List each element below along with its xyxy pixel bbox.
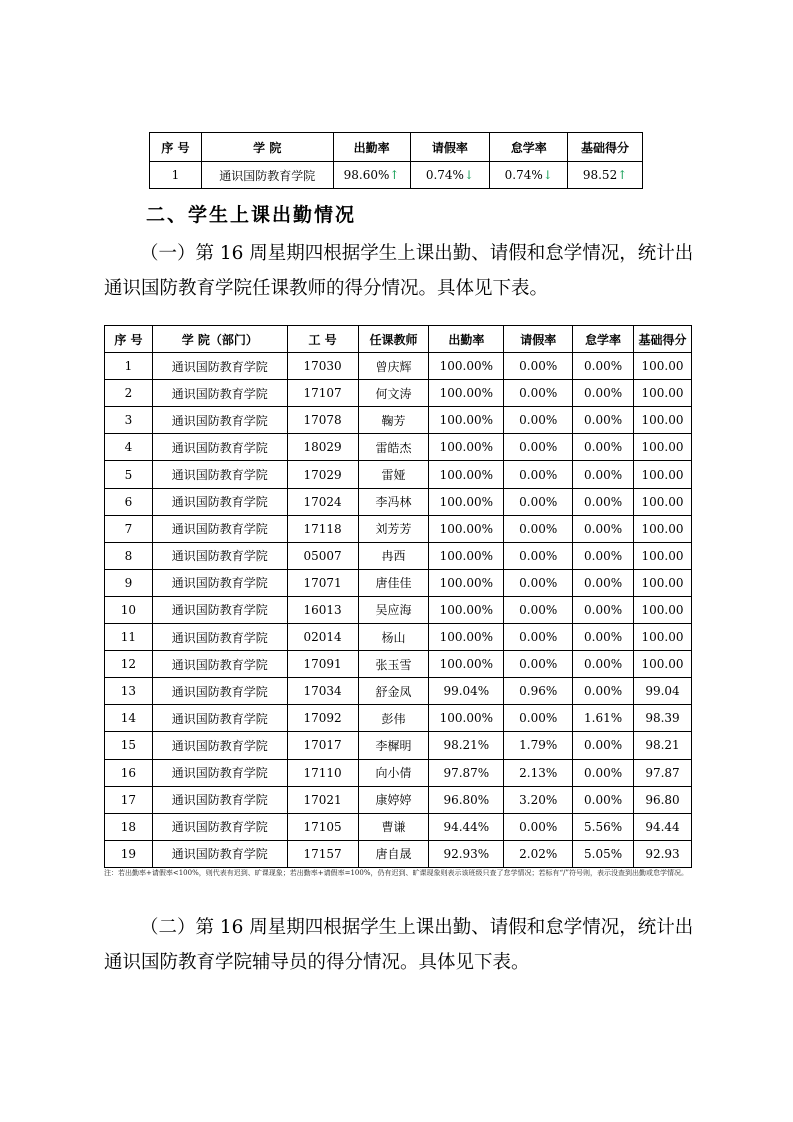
summary-leave-cell bbox=[410, 162, 490, 189]
attendance-cell: 96.80% bbox=[429, 786, 504, 813]
attendance-cell: 100.00% bbox=[429, 569, 504, 596]
attendance-cell: 100.00% bbox=[429, 380, 504, 407]
leave-cell: 0.00% bbox=[504, 353, 573, 380]
table-row bbox=[105, 705, 692, 732]
attendance-cell: 100.00% bbox=[429, 515, 504, 542]
staff-id-cell: 17029 bbox=[287, 461, 358, 488]
teacher-header-cell: 基础得分 bbox=[634, 326, 692, 353]
leave-value: 0.74% bbox=[425, 168, 464, 182]
attendance-cell: 100.00% bbox=[429, 705, 504, 732]
absence-cell: 0.00% bbox=[573, 596, 634, 623]
down-arrow-icon: ↓ bbox=[463, 168, 474, 182]
leave-cell: 3.20% bbox=[504, 786, 573, 813]
score-cell: 100.00 bbox=[634, 488, 692, 515]
index-cell: 11 bbox=[105, 624, 153, 651]
summary-header-cell: 基础得分 bbox=[568, 133, 643, 162]
index-cell: 18 bbox=[105, 813, 153, 840]
absence-cell: 0.00% bbox=[573, 353, 634, 380]
attendance-value: 98.60% bbox=[343, 168, 390, 182]
leave-cell: 0.96% bbox=[504, 678, 573, 705]
absence-cell: 0.00% bbox=[573, 759, 634, 786]
college-cell: 通识国防教育学院 bbox=[152, 651, 287, 678]
summary-table bbox=[149, 132, 643, 189]
teacher-name-cell: 唐自晟 bbox=[358, 840, 429, 867]
college-cell: 通识国防教育学院 bbox=[152, 596, 287, 623]
leave-cell: 0.00% bbox=[504, 434, 573, 461]
table-row bbox=[105, 380, 692, 407]
college-cell: 通识国防教育学院 bbox=[152, 380, 287, 407]
absence-cell: 1.61% bbox=[573, 705, 634, 732]
attendance-cell: 100.00% bbox=[429, 407, 504, 434]
teacher-name-cell: 鞠芳 bbox=[358, 407, 429, 434]
teacher-name-cell: 唐佳佳 bbox=[358, 569, 429, 596]
score-cell: 98.21 bbox=[634, 732, 692, 759]
up-arrow-icon: ↑ bbox=[389, 168, 400, 182]
score-cell: 100.00 bbox=[634, 651, 692, 678]
college-cell: 通识国防教育学院 bbox=[152, 461, 287, 488]
staff-id-cell: 17118 bbox=[287, 515, 358, 542]
college-cell: 通识国防教育学院 bbox=[152, 759, 287, 786]
absence-cell: 0.00% bbox=[573, 434, 634, 461]
teacher-header-cell: 序 号 bbox=[105, 326, 153, 353]
college-cell: 通识国防教育学院 bbox=[152, 705, 287, 732]
index-cell: 10 bbox=[105, 596, 153, 623]
table-row bbox=[105, 596, 692, 623]
score-value: 98.52 bbox=[582, 168, 618, 182]
college-cell: 通识国防教育学院 bbox=[152, 488, 287, 515]
leave-cell: 0.00% bbox=[504, 651, 573, 678]
absence-cell: 5.05% bbox=[573, 840, 634, 867]
absence-cell: 0.00% bbox=[573, 678, 634, 705]
attendance-cell: 98.21% bbox=[429, 732, 504, 759]
college-cell: 通识国防教育学院 bbox=[152, 353, 287, 380]
teacher-header-cell: 请假率 bbox=[504, 326, 573, 353]
table-row bbox=[105, 759, 692, 786]
teacher-name-cell: 向小倩 bbox=[358, 759, 429, 786]
leave-cell: 0.00% bbox=[504, 596, 573, 623]
teacher-header-row bbox=[105, 326, 692, 353]
summary-college-cell: 通识国防教育学院 bbox=[201, 162, 333, 189]
teacher-name-cell: 张玉雪 bbox=[358, 651, 429, 678]
absence-cell: 0.00% bbox=[573, 624, 634, 651]
staff-id-cell: 17021 bbox=[287, 786, 358, 813]
score-cell: 100.00 bbox=[634, 624, 692, 651]
staff-id-cell: 18029 bbox=[287, 434, 358, 461]
college-cell: 通识国防教育学院 bbox=[152, 434, 287, 461]
staff-id-cell: 02014 bbox=[287, 624, 358, 651]
table-row bbox=[105, 732, 692, 759]
attendance-cell: 99.04% bbox=[429, 678, 504, 705]
leave-cell: 0.00% bbox=[504, 488, 573, 515]
leave-cell: 0.00% bbox=[504, 705, 573, 732]
absence-cell: 5.56% bbox=[573, 813, 634, 840]
absence-cell: 0.00% bbox=[573, 732, 634, 759]
teacher-score-table bbox=[104, 325, 692, 868]
staff-id-cell: 17157 bbox=[287, 840, 358, 867]
paragraph-counselors bbox=[104, 910, 704, 980]
staff-id-cell: 17091 bbox=[287, 651, 358, 678]
teacher-header-cell: 出勤率 bbox=[429, 326, 504, 353]
college-cell: 通识国防教育学院 bbox=[152, 813, 287, 840]
teacher-name-cell: 杨山 bbox=[358, 624, 429, 651]
teacher-name-cell: 康婷婷 bbox=[358, 786, 429, 813]
staff-id-cell: 17105 bbox=[287, 813, 358, 840]
staff-id-cell: 17092 bbox=[287, 705, 358, 732]
score-cell: 100.00 bbox=[634, 353, 692, 380]
section-heading: 二、学生上课出勤情况 bbox=[146, 204, 357, 226]
leave-cell: 2.13% bbox=[504, 759, 573, 786]
teacher-name-cell: 雷娅 bbox=[358, 461, 429, 488]
teacher-header-cell: 工 号 bbox=[287, 326, 358, 353]
score-cell: 92.93 bbox=[634, 840, 692, 867]
score-cell: 96.80 bbox=[634, 786, 692, 813]
teacher-name-cell: 李樨明 bbox=[358, 732, 429, 759]
table-row bbox=[105, 840, 692, 867]
college-cell: 通识国防教育学院 bbox=[152, 732, 287, 759]
leave-cell: 0.00% bbox=[504, 813, 573, 840]
index-cell: 8 bbox=[105, 542, 153, 569]
summary-absence-cell bbox=[490, 162, 568, 189]
score-cell: 100.00 bbox=[634, 542, 692, 569]
table-row bbox=[105, 651, 692, 678]
index-cell: 2 bbox=[105, 380, 153, 407]
absence-cell: 0.00% bbox=[573, 488, 634, 515]
paragraph-text: （二）第 16 周星期四根据学生上课出勤、请假和怠学情况，统计出通识国防教育学院辅导员的得分情况。具体见下表。 bbox=[104, 917, 694, 973]
attendance-cell: 100.00% bbox=[429, 488, 504, 515]
staff-id-cell: 17034 bbox=[287, 678, 358, 705]
table-row bbox=[105, 461, 692, 488]
attendance-cell: 100.00% bbox=[429, 542, 504, 569]
college-cell: 通识国防教育学院 bbox=[152, 542, 287, 569]
score-cell: 100.00 bbox=[634, 515, 692, 542]
summary-header-cell: 怠学率 bbox=[490, 133, 568, 162]
college-cell: 通识国防教育学院 bbox=[152, 515, 287, 542]
teacher-name-cell: 曾庆辉 bbox=[358, 353, 429, 380]
college-cell: 通识国防教育学院 bbox=[152, 624, 287, 651]
index-cell: 6 bbox=[105, 488, 153, 515]
absence-cell: 0.00% bbox=[573, 786, 634, 813]
absence-cell: 0.00% bbox=[573, 461, 634, 488]
attendance-cell: 100.00% bbox=[429, 651, 504, 678]
leave-cell: 1.79% bbox=[504, 732, 573, 759]
table-row bbox=[105, 813, 692, 840]
absence-cell: 0.00% bbox=[573, 515, 634, 542]
index-cell: 3 bbox=[105, 407, 153, 434]
absence-cell: 0.00% bbox=[573, 542, 634, 569]
score-cell: 100.00 bbox=[634, 380, 692, 407]
teacher-name-cell: 曹谦 bbox=[358, 813, 429, 840]
score-cell: 100.00 bbox=[634, 461, 692, 488]
college-cell: 通识国防教育学院 bbox=[152, 786, 287, 813]
teacher-name-cell: 何文涛 bbox=[358, 380, 429, 407]
attendance-cell: 100.00% bbox=[429, 624, 504, 651]
index-cell: 16 bbox=[105, 759, 153, 786]
attendance-cell: 100.00% bbox=[429, 434, 504, 461]
score-cell: 100.00 bbox=[634, 407, 692, 434]
table-row bbox=[105, 488, 692, 515]
staff-id-cell: 17078 bbox=[287, 407, 358, 434]
summary-header-cell: 序 号 bbox=[150, 133, 202, 162]
score-cell: 97.87 bbox=[634, 759, 692, 786]
index-cell: 7 bbox=[105, 515, 153, 542]
summary-score-cell bbox=[568, 162, 643, 189]
score-cell: 100.00 bbox=[634, 434, 692, 461]
index-cell: 13 bbox=[105, 678, 153, 705]
college-cell: 通识国防教育学院 bbox=[152, 569, 287, 596]
leave-cell: 0.00% bbox=[504, 380, 573, 407]
attendance-cell: 94.44% bbox=[429, 813, 504, 840]
teacher-name-cell: 吴应海 bbox=[358, 596, 429, 623]
leave-cell: 0.00% bbox=[504, 461, 573, 488]
up-arrow-icon: ↑ bbox=[617, 168, 628, 182]
paragraph-teachers bbox=[104, 236, 704, 306]
table-row bbox=[105, 515, 692, 542]
summary-header-row bbox=[150, 133, 643, 162]
college-cell: 通识国防教育学院 bbox=[152, 407, 287, 434]
leave-cell: 2.02% bbox=[504, 840, 573, 867]
staff-id-cell: 17024 bbox=[287, 488, 358, 515]
summary-index-cell: 1 bbox=[150, 162, 202, 189]
leave-cell: 0.00% bbox=[504, 515, 573, 542]
leave-cell: 0.00% bbox=[504, 624, 573, 651]
score-cell: 98.39 bbox=[634, 705, 692, 732]
table-row bbox=[105, 569, 692, 596]
summary-header-cell: 出勤率 bbox=[333, 133, 410, 162]
summary-data-row bbox=[150, 162, 643, 189]
table-row bbox=[105, 434, 692, 461]
staff-id-cell: 05007 bbox=[287, 542, 358, 569]
index-cell: 17 bbox=[105, 786, 153, 813]
staff-id-cell: 17017 bbox=[287, 732, 358, 759]
college-cell: 通识国防教育学院 bbox=[152, 678, 287, 705]
attendance-cell: 92.93% bbox=[429, 840, 504, 867]
teacher-name-cell: 李冯林 bbox=[358, 488, 429, 515]
summary-header-cell: 请假率 bbox=[410, 133, 490, 162]
score-cell: 100.00 bbox=[634, 569, 692, 596]
teacher-header-cell: 任课教师 bbox=[358, 326, 429, 353]
table-row bbox=[105, 786, 692, 813]
table-row bbox=[105, 542, 692, 569]
index-cell: 19 bbox=[105, 840, 153, 867]
index-cell: 9 bbox=[105, 569, 153, 596]
staff-id-cell: 17110 bbox=[287, 759, 358, 786]
absence-cell: 0.00% bbox=[573, 380, 634, 407]
teacher-name-cell: 雷皓杰 bbox=[358, 434, 429, 461]
table-row bbox=[105, 353, 692, 380]
teacher-name-cell: 舒金凤 bbox=[358, 678, 429, 705]
absence-cell: 0.00% bbox=[573, 407, 634, 434]
table-row bbox=[105, 678, 692, 705]
teacher-name-cell: 刘芳芳 bbox=[358, 515, 429, 542]
index-cell: 12 bbox=[105, 651, 153, 678]
score-cell: 94.44 bbox=[634, 813, 692, 840]
college-cell: 通识国防教育学院 bbox=[152, 840, 287, 867]
teacher-header-cell: 学 院（部门） bbox=[152, 326, 287, 353]
staff-id-cell: 17071 bbox=[287, 569, 358, 596]
attendance-cell: 100.00% bbox=[429, 596, 504, 623]
table-row bbox=[105, 407, 692, 434]
table-row bbox=[105, 624, 692, 651]
teacher-name-cell: 彭伟 bbox=[358, 705, 429, 732]
teacher-name-cell: 冉西 bbox=[358, 542, 429, 569]
staff-id-cell: 17107 bbox=[287, 380, 358, 407]
score-cell: 99.04 bbox=[634, 678, 692, 705]
index-cell: 15 bbox=[105, 732, 153, 759]
index-cell: 4 bbox=[105, 434, 153, 461]
leave-cell: 0.00% bbox=[504, 407, 573, 434]
index-cell: 14 bbox=[105, 705, 153, 732]
attendance-cell: 100.00% bbox=[429, 461, 504, 488]
absence-cell: 0.00% bbox=[573, 569, 634, 596]
absence-value: 0.74% bbox=[504, 168, 543, 182]
index-cell: 5 bbox=[105, 461, 153, 488]
score-cell: 100.00 bbox=[634, 596, 692, 623]
leave-cell: 0.00% bbox=[504, 542, 573, 569]
teacher-header-cell: 怠学率 bbox=[573, 326, 634, 353]
table-footnote: 注：若出勤率+请假率<100%，则代表有迟到、旷课现象；若出勤率+请假率=100%，仍有迟到、旷课现象则表示该班级只查了怠学情况；若标有“/”符号则，表示没查到出勤或怠学情况。 bbox=[104, 869, 688, 877]
absence-cell: 0.00% bbox=[573, 651, 634, 678]
attendance-cell: 97.87% bbox=[429, 759, 504, 786]
paragraph-text: （一）第 16 周星期四根据学生上课出勤、请假和怠学情况，统计出通识国防教育学院任课教师的得分情况。具体见下表。 bbox=[104, 243, 694, 299]
summary-header-cell: 学 院 bbox=[201, 133, 333, 162]
index-cell: 1 bbox=[105, 353, 153, 380]
summary-attendance-cell bbox=[333, 162, 410, 189]
down-arrow-icon: ↓ bbox=[542, 168, 553, 182]
attendance-cell: 100.00% bbox=[429, 353, 504, 380]
staff-id-cell: 16013 bbox=[287, 596, 358, 623]
leave-cell: 0.00% bbox=[504, 569, 573, 596]
staff-id-cell: 17030 bbox=[287, 353, 358, 380]
